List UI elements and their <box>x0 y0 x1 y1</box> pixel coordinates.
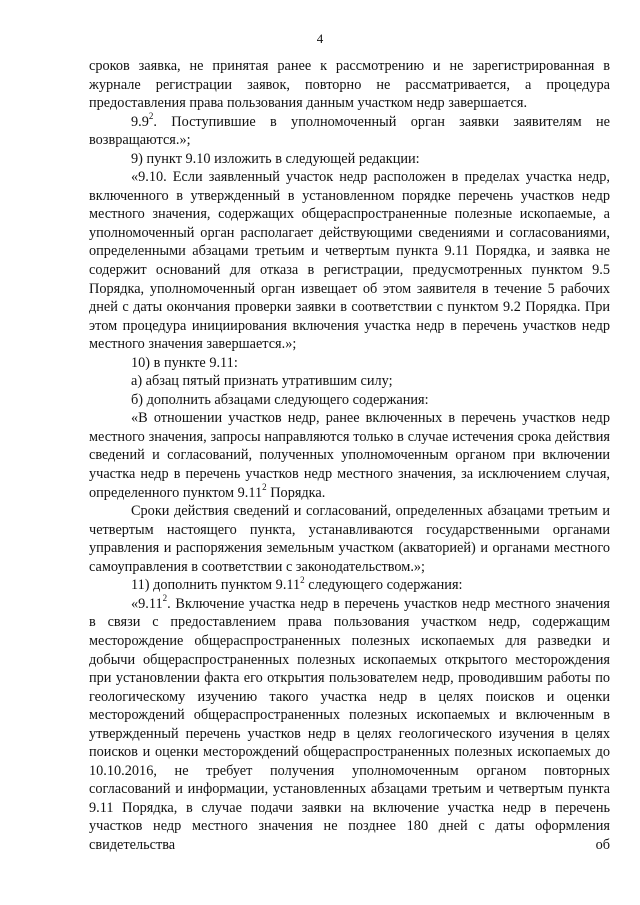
document-body <box>89 57 610 855</box>
paragraph-text: Порядка. <box>266 484 326 501</box>
superscript-index: 2 <box>148 110 154 121</box>
paragraph-text: «В отношении участков недр, ранее включенных в перечень участков недр местного значения, запросы направляются только в случае истечения срока действия сведений и согласований, полученных уполномоченным органом при включении участка недр в перечень участков недр местного значения, за исключением случая, определенного пунктом 9.11 <box>89 410 610 501</box>
paragraph-item-10 <box>89 354 610 373</box>
paragraph-text: «9.11 <box>131 595 163 612</box>
page-number: 4 <box>316 31 324 46</box>
paragraph-text: «9.10. Если заявленный участок недр расположен в пределах участка недр, включенного в утвержденный в установленном порядке перечень участков недр местного значения, содержащих общераспространенные полезные ископаемые, а уполномоченный орган располагает действующими сведениями и согласованиями, определенными абзацами третьим и четвертым пункта 9.11 Порядка, и заявка не содержит оснований для отказа в регистрации, предусмотренных пунктом 9.5 Порядка, уполномоченный орган извещает об этом заявителя в течение 5 рабочих дней с даты окончания проверки заявки в соответствии с пунктом 9.2 Порядка. При этом процедура инициирования включения участка недр в перечень участков недр местного значения завершается.»; <box>89 169 610 353</box>
paragraph-text: сроков заявка, не принятая ранее к рассмотрению и не зарегистрированная в журнале регистрации заявок, повторно не рассматривается, а процедура предоставления права пользования данным участком недр завершается. <box>89 58 610 112</box>
paragraph-text: . Включение участка недр в перечень участков недр местного значения в связи с предоставлением права пользования участком недр, содержащим месторождение общераспространенных полезных ископаемых для разведки и добычи общераспространенных полезных ископаемых открытого месторождения при установлении факта его открытия пользователем недр, проводившим работы по геологическому изучению такого участка недр в целях поисков и оценки месторождений общераспространенных полезных ископаемых и включенным в утвержденный перечень участков недр в целях геологического изучения в целях поисков и оценки месторождений общераспространенных полезных ископаемых до 10.10.2016, не требует получения уполномоченным органом повторных согласований и информации, установленных абзацами третьим и четвертым пункта 9.11 Порядка, в случае подачи заявки на включение участка недр в перечень участков недр местного значения не позднее 180 дней с даты оформления свидетельства об <box>89 595 610 853</box>
paragraph-text: а) абзац пятый признать утратившим силу; <box>131 373 393 390</box>
superscript-index: 2 <box>262 481 267 492</box>
superscript-index: 2 <box>300 574 305 585</box>
paragraph-subitem-a <box>89 372 610 391</box>
paragraph-item-9 <box>89 150 610 169</box>
paragraph-9-11-2 <box>89 595 610 855</box>
paragraph-existing-plots <box>89 409 610 502</box>
superscript-index: 2 <box>162 593 168 604</box>
paragraph-text: Сроки действия сведений и согласований, определенных абзацами третьим и четвертым настоящего пункта, устанавливаются государственными органами управления и распоряжения земельным участком (акваторией) и органами местного самоуправления в соответствии с законодательством.»; <box>89 503 610 575</box>
paragraph-text: 10) в пункте 9.11: <box>131 354 238 371</box>
paragraph-text: . Поступившие в уполномоченный орган заявки заявителям не возвращаются.»; <box>89 113 610 149</box>
paragraph-item-11 <box>89 576 610 595</box>
paragraph-text: б) дополнить абзацами следующего содержания: <box>131 391 429 408</box>
paragraph-text: 11) дополнить пунктом 9.11 <box>131 577 301 594</box>
paragraph-9-10 <box>89 168 610 353</box>
paragraph-continuation <box>89 57 610 113</box>
clause-number: 9.9 <box>131 113 149 130</box>
paragraph-text: следующего содержания: <box>304 577 463 594</box>
paragraph-9-9-2 <box>89 110 610 150</box>
paragraph-validity-terms <box>89 502 610 576</box>
paragraph-text: 9) пункт 9.10 изложить в следующей редакции: <box>131 150 420 167</box>
paragraph-subitem-b <box>89 391 610 410</box>
